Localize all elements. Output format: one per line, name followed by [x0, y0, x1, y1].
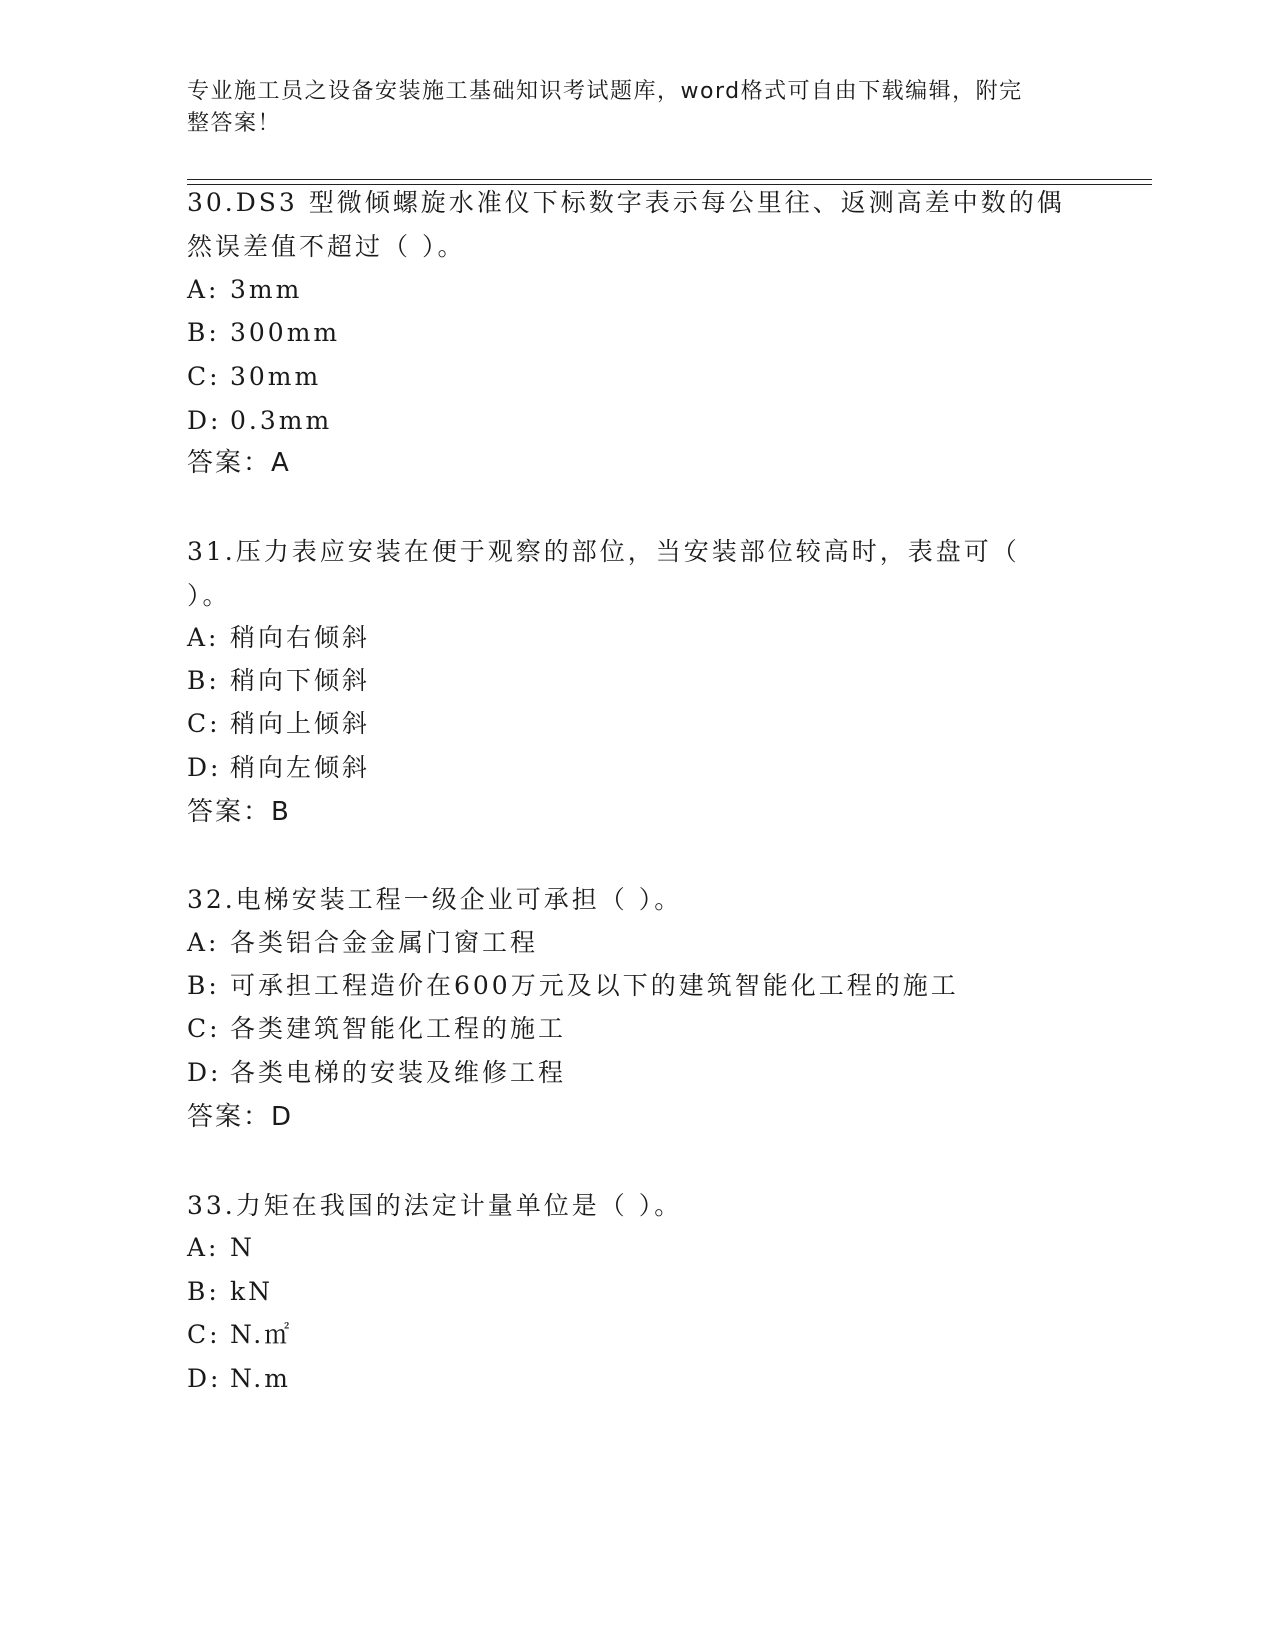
option-text: N.㎡ [230, 1320, 293, 1349]
option-letter: C: [187, 362, 221, 391]
document-header [187, 76, 1067, 140]
question-30-title-line-1: 30.DS3 型微倾螺旋水准仪下标数字表示每公里往、返测高差中数的偶 [187, 188, 1065, 217]
option-text: 稍向右倾斜 [230, 623, 371, 652]
question-31-answer: 答案：B [187, 797, 291, 827]
question-31-title-line-1: 31.压力表应安装在便于观察的部位，当安装部位较高时，表盘可（ [187, 537, 1020, 566]
question-32-title [187, 878, 1067, 922]
option-text: 稍向左倾斜 [230, 753, 371, 782]
option-letter: C: [187, 1014, 221, 1043]
option-letter: B: [187, 666, 220, 695]
question-33-option-b [187, 1275, 1087, 1309]
question-31-option-d [187, 751, 1087, 785]
option-text: 0.3mm [230, 406, 333, 435]
option-letter: A: [187, 928, 220, 957]
question-33-option-d [187, 1362, 1087, 1396]
question-31-title [187, 530, 1067, 618]
option-text: 30mm [230, 362, 322, 391]
option-letter: D: [187, 1058, 222, 1087]
option-text: 各类铝合金金属门窗工程 [230, 928, 539, 957]
option-text: 300mm [230, 318, 341, 347]
option-letter: A: [187, 1233, 220, 1262]
question-31-title-line-2: ）。 [187, 581, 231, 610]
question-30-title-line-2: 然误差值不超过（ ）。 [187, 232, 466, 261]
option-text: 各类建筑智能化工程的施工 [230, 1014, 567, 1043]
question-30-option-b [187, 316, 1087, 350]
option-text: N.m [230, 1364, 291, 1393]
option-text: 各类电梯的安装及维修工程 [230, 1058, 567, 1087]
option-letter: C: [187, 1320, 221, 1349]
option-text: kN [230, 1277, 274, 1306]
option-letter: D: [187, 406, 222, 435]
question-32-title-line-1: 32.电梯安装工程一级企业可承担（ ）。 [187, 885, 683, 914]
question-32-option-a [187, 926, 1087, 960]
question-30-option-c [187, 360, 1087, 394]
question-33-title-line-1: 33.力矩在我国的法定计量单位是（ ）。 [187, 1191, 683, 1220]
header-divider-top [187, 179, 1152, 180]
header-line-1: 专业施工员之设备安装施工基础知识考试题库，word格式可自由下载编辑，附完 [187, 79, 1023, 104]
question-33-title [187, 1184, 1067, 1228]
question-30-answer: 答案：A [187, 448, 291, 478]
option-letter: D: [187, 753, 222, 782]
question-30-option-d [187, 404, 1087, 438]
option-letter: A: [187, 275, 220, 304]
question-32-answer: 答案：D [187, 1102, 294, 1132]
option-letter: B: [187, 971, 220, 1000]
question-32-option-d [187, 1056, 1087, 1090]
question-30-title [187, 181, 1067, 269]
question-32-option-b [187, 969, 1087, 1003]
option-text: N [230, 1233, 255, 1262]
question-30-option-a [187, 273, 1087, 307]
option-letter: D: [187, 1364, 222, 1393]
question-31-option-c [187, 707, 1087, 741]
option-text: 稍向上倾斜 [230, 709, 371, 738]
option-letter: A: [187, 623, 220, 652]
option-letter: B: [187, 1277, 220, 1306]
header-line-2: 整答案！ [187, 111, 282, 136]
question-31-option-a [187, 621, 1087, 655]
option-letter: B: [187, 318, 220, 347]
question-32-option-c [187, 1012, 1087, 1046]
question-33-option-a [187, 1231, 1087, 1265]
question-33-option-c [187, 1318, 1087, 1352]
option-text: 可承担工程造价在600万元及以下的建筑智能化工程的施工 [230, 971, 959, 1000]
question-31-option-b [187, 664, 1087, 698]
option-letter: C: [187, 709, 221, 738]
option-text: 3mm [230, 275, 303, 304]
option-text: 稍向下倾斜 [230, 666, 371, 695]
